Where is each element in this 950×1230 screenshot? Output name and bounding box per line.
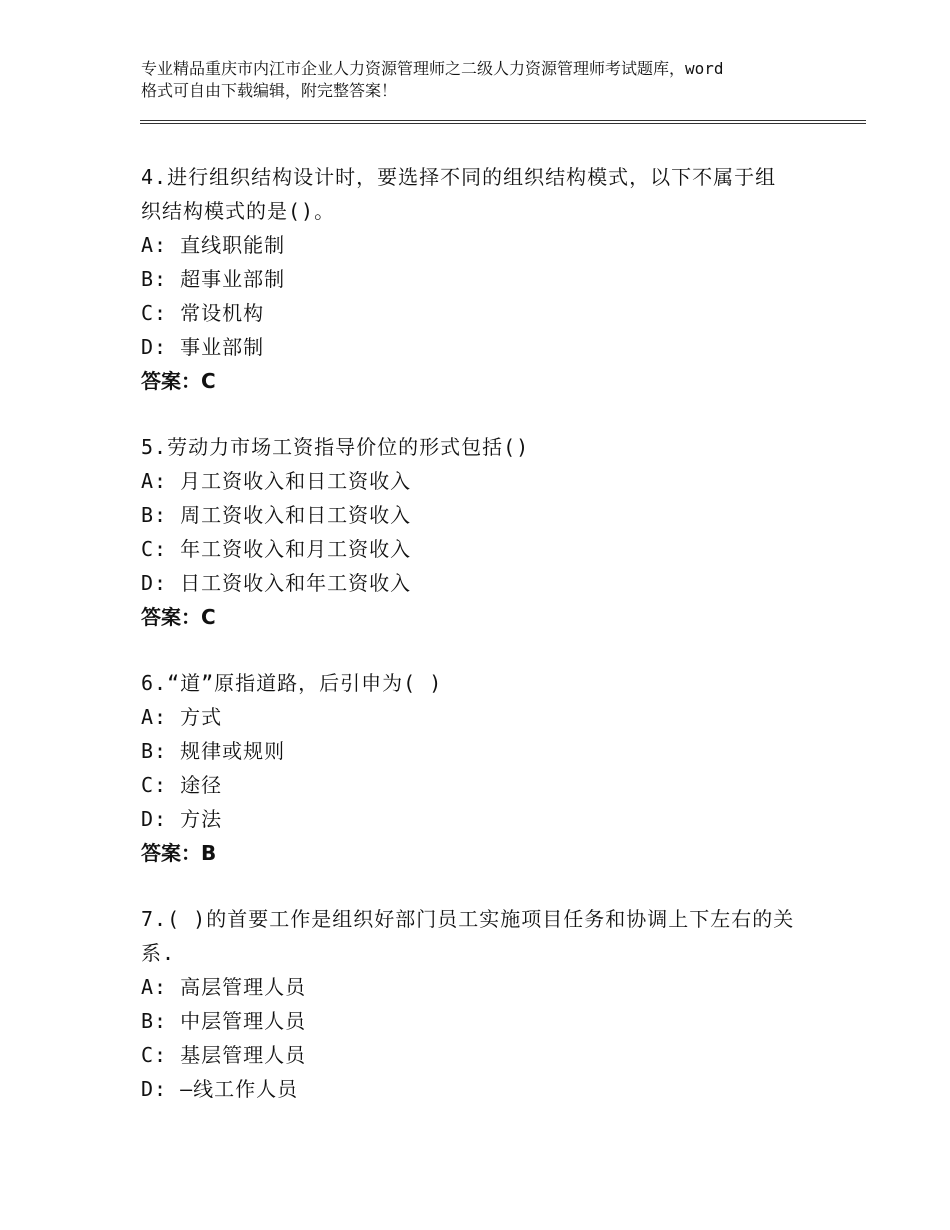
header-divider-bottom xyxy=(140,123,866,124)
option-d: D: 方法 xyxy=(141,807,223,831)
option-a: A: 高层管理人员 xyxy=(141,975,307,999)
header-divider-top xyxy=(140,120,866,121)
option-c: C: 年工资收入和月工资收入 xyxy=(141,537,412,561)
question-stem: 7.( )的首要工作是组织好部门员工实施项目任务和协调上下左右的关 xyxy=(141,907,795,931)
option-b: B: 周工资收入和日工资收入 xyxy=(141,503,412,527)
question-list xyxy=(141,160,821,1138)
question-stem: 系. xyxy=(141,941,176,965)
header-line-1: 专业精品重庆市内江市企业人力资源管理师之二级人力资源管理师考试题库，word xyxy=(141,59,724,78)
option-a: A: 月工资收入和日工资收入 xyxy=(141,469,412,493)
header-line-2: 格式可自由下载编辑，附完整答案！ xyxy=(141,81,398,100)
answer: 答案：C xyxy=(141,369,216,393)
option-c: C: 途径 xyxy=(141,773,223,797)
option-b: B: 超事业部制 xyxy=(141,267,286,291)
question-stem: 5.劳动力市场工资指导价位的形式包括() xyxy=(141,435,530,459)
option-d: D: 日工资收入和年工资收入 xyxy=(141,571,412,595)
question-6 xyxy=(141,666,821,870)
option-d: D: —线工作人员 xyxy=(141,1077,299,1101)
option-d: D: 事业部制 xyxy=(141,335,265,359)
option-a: A: 方式 xyxy=(141,705,223,729)
question-7 xyxy=(141,902,821,1106)
option-c: C: 基层管理人员 xyxy=(141,1043,307,1067)
option-b: B: 规律或规则 xyxy=(141,739,286,763)
question-stem: 织结构模式的是()。 xyxy=(141,199,336,223)
option-c: C: 常设机构 xyxy=(141,301,265,325)
document-header xyxy=(141,58,841,102)
option-b: B: 中层管理人员 xyxy=(141,1009,307,1033)
question-4 xyxy=(141,160,821,398)
question-stem: 4.进行组织结构设计时，要选择不同的组织结构模式，以下不属于组 xyxy=(141,165,777,189)
question-stem: 6.“道”原指道路，后引申为( ) xyxy=(141,671,443,695)
option-a: A: 直线职能制 xyxy=(141,233,286,257)
answer: 答案：C xyxy=(141,605,216,629)
answer: 答案：B xyxy=(141,841,217,865)
question-5 xyxy=(141,430,821,634)
